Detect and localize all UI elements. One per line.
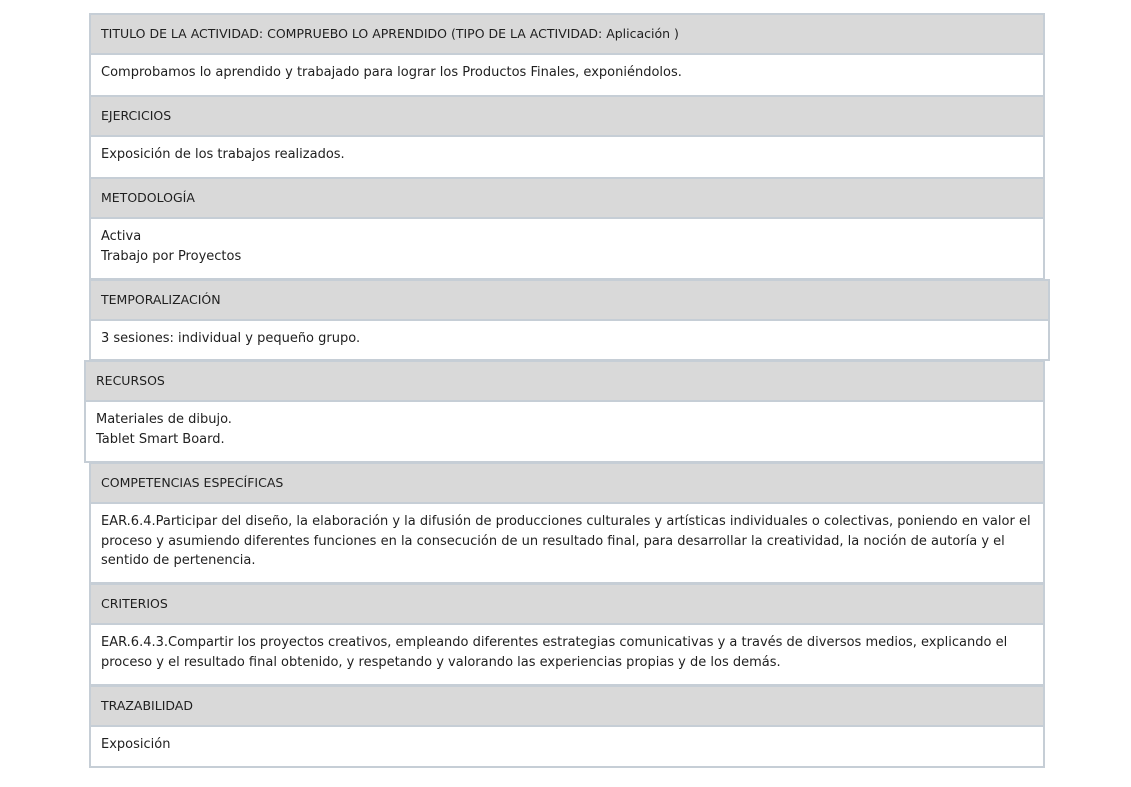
section-header: TRAZABILIDAD — [91, 687, 1043, 727]
section-text: Activa — [101, 229, 142, 244]
section-body — [91, 137, 1043, 165]
section-text: 3 sesiones: individual y pequeño grupo. — [101, 331, 361, 346]
section-text: EAR.6.4.3.Compartir los proyectos creativos, empleando diferentes estrategias comunicativas y a través de diversos medios, explicando el proceso y el resultado final obtenido, y respetando y valorando las experiencias propias y de los demás. — [101, 635, 1008, 670]
section-body — [91, 321, 1048, 349]
section-header: COMPETENCIAS ESPECÍFICAS — [91, 464, 1043, 504]
section-header: TEMPORALIZACIÓN — [91, 281, 1048, 321]
section-ejercicios — [89, 95, 1045, 179]
section-text: Exposición de los trabajos realizados. — [101, 147, 345, 162]
section-body — [91, 727, 1043, 755]
section-header: METODOLOGÍA — [91, 179, 1043, 219]
section-header: EJERCICIOS — [91, 97, 1043, 137]
section-text: Tablet Smart Board. — [96, 431, 225, 447]
section-body — [86, 402, 1043, 449]
section-text: Comprobamos lo aprendido y trabajado para lograr los Productos Finales, exponiéndolos. — [101, 65, 682, 80]
section-body — [91, 219, 1043, 266]
section-trazabilidad — [89, 685, 1045, 768]
section-text: EAR.6.4.Participar del diseño, la elaboración y la difusión de producciones culturales y artísticas individuales o colectivas, poniendo en valor el proceso y asumiendo diferentes funciones en la consecución de un resultado final, para desarrollar la creatividad, la noción de autoría y el sentido de pertenencia. — [101, 514, 1031, 568]
section-body — [91, 504, 1043, 571]
section-text: Materiales de dibujo. — [96, 412, 232, 427]
section-competencias — [89, 462, 1045, 584]
section-header: RECURSOS — [86, 362, 1043, 402]
section-body — [91, 625, 1043, 672]
section-titulo — [89, 13, 1045, 97]
section-metodologia — [89, 177, 1045, 280]
section-header: TITULO DE LA ACTIVIDAD: COMPRUEBO LO APRENDIDO (TIPO DE LA ACTIVIDAD: Aplicación ) — [91, 15, 1043, 55]
section-text: Trabajo por Proyectos — [101, 248, 242, 264]
section-temporalizacion — [89, 279, 1050, 361]
section-criterios — [89, 583, 1045, 686]
section-recursos — [84, 360, 1045, 463]
section-body — [91, 55, 1043, 83]
section-header: CRITERIOS — [91, 585, 1043, 625]
section-text: Exposición — [101, 737, 171, 752]
